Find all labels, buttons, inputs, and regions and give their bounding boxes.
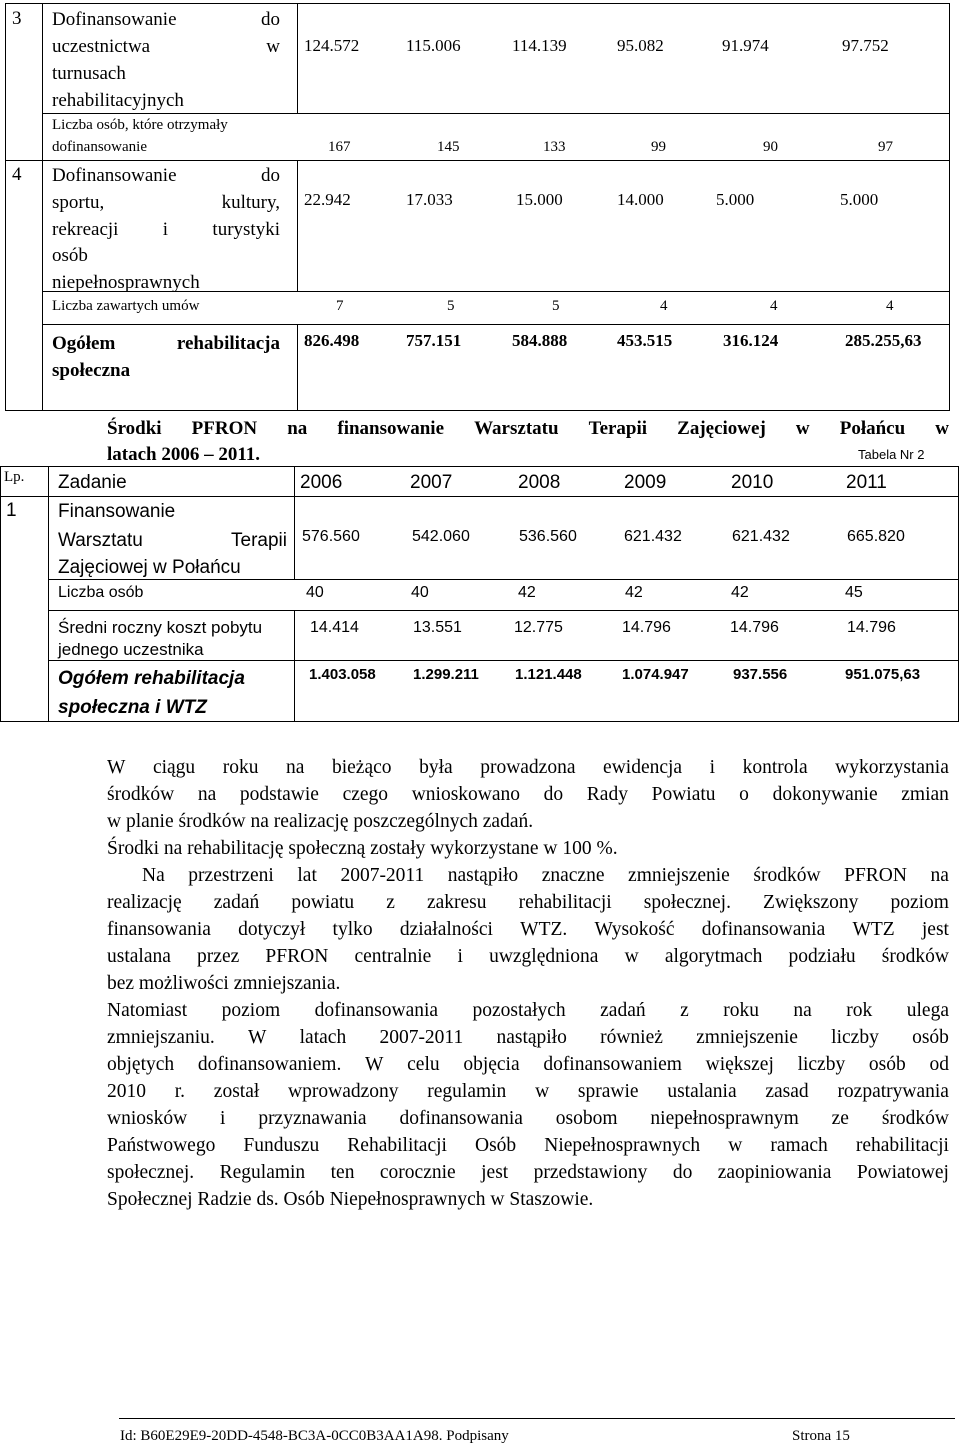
- paragraph-line: środków na podstawie czego wnioskowano do Rady Powiatu o dokonywanie zmian: [107, 784, 949, 805]
- paragraph-line: wniosków i przyznawania dofinansowania osobom niepełnosprawnym ze środków: [107, 1108, 949, 1129]
- paragraph-line: realizację zadań powiatu z zakresu rehabilitacji społecznej. Zwiększony poziom: [107, 892, 949, 913]
- task-header: Zadanie: [58, 472, 127, 493]
- paragraph-line: zmniejszaniu. W latach 2007-2011 nastąpiło również zmniejszenie liczby osób: [107, 1027, 949, 1048]
- lp-header: Lp.: [4, 469, 25, 485]
- paragraph-line: 2010 r. został wprowadzony regulamin w sprawie ustalania zasad rozpatrywania: [107, 1081, 949, 1102]
- paragraph-line: ustalana przez PFRON centralnie i uwzględniona w algorytmach podziału środków: [107, 946, 949, 967]
- sub-row-label: Liczba zawartych umów: [52, 298, 200, 314]
- document-id: Id: B60E29E9-20DD-4548-BC3A-0CC0B3AA1A98. Podpisany: [120, 1428, 509, 1444]
- persons-label: Liczba osób: [58, 584, 144, 601]
- page-number: Strona 15: [792, 1428, 850, 1444]
- paragraph-line: Natomiast poziom dofinansowania pozostałych zadań z roku na rok ulega: [107, 1000, 949, 1021]
- row-number: 1: [6, 500, 17, 521]
- paragraph-line: Państwowego Funduszu Rehabilitacji Osób Niepełnosprawnych w ramach rehabilitacji: [107, 1135, 949, 1156]
- paragraph-line: społecznej. Regulamin ten corocznie jest przedstawiony do zaopiniowania Powiatowej: [107, 1162, 949, 1183]
- paragraph-line: Społecznej Radzie ds. Osób Niepełnosprawnych w Staszowie.: [107, 1189, 594, 1210]
- paragraph-line: finansowania dotyczył tylko działalności WTZ. Wysokość dofinansowania WTZ jest: [107, 919, 949, 940]
- body-text: [107, 754, 949, 1213]
- row-number: 4: [12, 164, 22, 185]
- paragraph-line: Środki na rehabilitację społeczną zostały wykorzystane w 100 %.: [107, 838, 618, 859]
- sub-row-label: dofinansowanie: [52, 139, 147, 155]
- table-label: Tabela Nr 2: [858, 447, 925, 462]
- paragraph-line: W ciągu roku na bieżąco była prowadzona ewidencja i kontrola wykorzystania: [107, 757, 949, 778]
- paragraph-line: bez możliwości zmniejszania.: [107, 973, 341, 994]
- row-number: 3: [12, 8, 22, 29]
- paragraph-line: objętych dofinansowaniem. W celu objęcia dofinansowaniem większej liczby osób od: [107, 1054, 949, 1075]
- paragraph-line: Na przestrzeni lat 2007-2011 nastąpiło znaczne zmniejszenie środków PFRON na: [142, 865, 949, 886]
- paragraph-line: w planie środków na realizację poszczególnych zadań.: [107, 811, 534, 832]
- sub-row-label: Liczba osób, które otrzymały: [52, 117, 228, 133]
